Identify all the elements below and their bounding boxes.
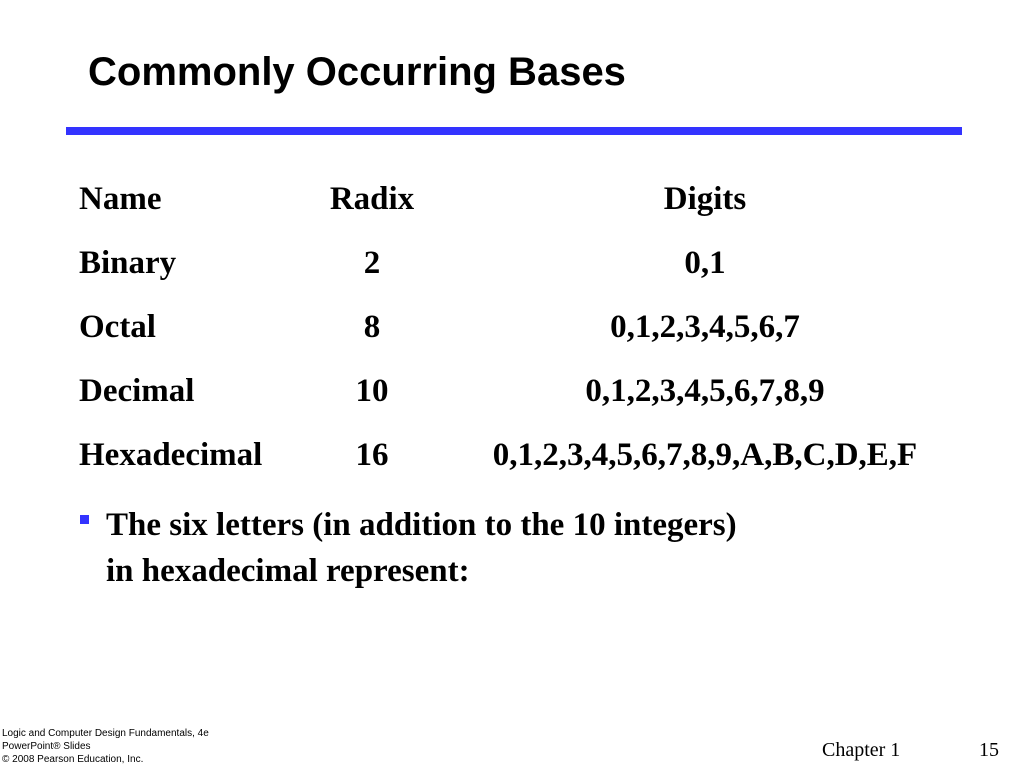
bullet-text: The six letters (in addition to the 10 integers) in hexadecimal represent: [106, 507, 737, 589]
footer-slides-label: PowerPoint® Slides [2, 741, 91, 752]
table-row-hexadecimal-name: Hexadecimal [79, 437, 263, 473]
footer-copyright: © 2008 Pearson Education, Inc. [2, 754, 144, 765]
table-row-binary-radix: 2 [363, 245, 381, 281]
table-row-octal-name: Octal [79, 309, 156, 345]
footer-chapter: Chapter 1 [822, 739, 901, 761]
table-row-hexadecimal-digits: 0,1,2,3,4,5,6,7,8,9,A,B,C,D,E,F [492, 437, 918, 473]
table-row-binary-digits: 0,1 [684, 245, 726, 281]
footer-book-title: Logic and Computer Design Fundamentals, 4e [2, 728, 209, 739]
table-row-octal-digits: 0,1,2,3,4,5,6,7 [610, 309, 800, 345]
title-underline [66, 127, 962, 135]
header-name: Name [79, 181, 162, 217]
table-row-octal-radix: 8 [363, 309, 381, 345]
square-bullet-icon [80, 515, 89, 524]
footer-credits [2, 727, 209, 766]
header-digits: Digits [663, 181, 747, 217]
table-row-decimal-radix: 10 [355, 373, 389, 409]
table-row-binary-name: Binary [79, 245, 177, 281]
page-number: 15 [979, 739, 999, 761]
slide-title: Commonly Occurring Bases [88, 50, 626, 94]
table-row-decimal-name: Decimal [79, 373, 195, 409]
table-row-hexadecimal-radix: 16 [355, 437, 389, 473]
table-row-decimal-digits: 0,1,2,3,4,5,6,7,8,9 [585, 373, 825, 409]
header-radix: Radix [329, 181, 415, 217]
